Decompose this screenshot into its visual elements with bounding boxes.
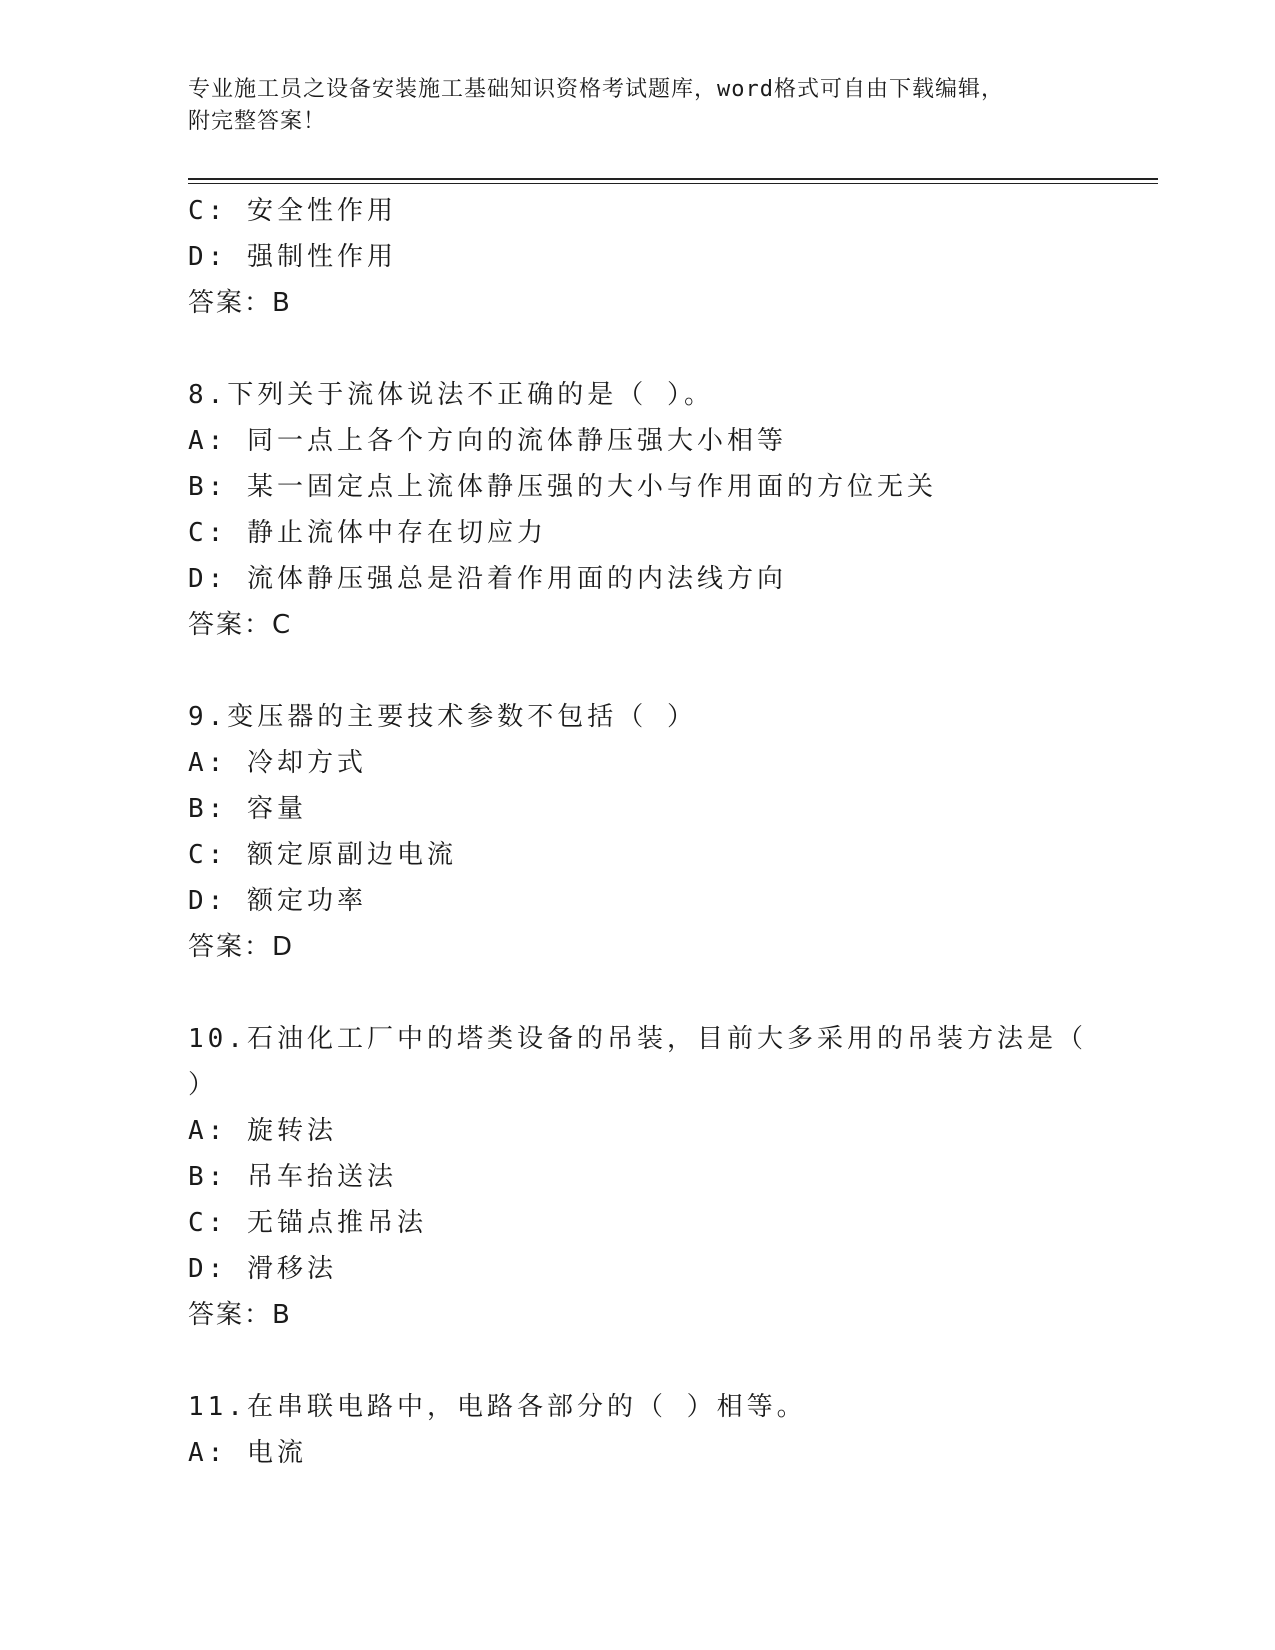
option-d: D: 流体静压强总是沿着作用面的内法线方向 <box>188 564 787 594</box>
option-c: C: 额定原副边电流 <box>188 840 457 870</box>
question-stem: 8.下列关于流体说法不正确的是（ ）。 <box>188 380 714 410</box>
spacer <box>188 970 1158 1016</box>
question-block-8 <box>188 372 1158 648</box>
question-block-7 <box>188 188 1158 326</box>
option-a: A: 电流 <box>188 1438 307 1468</box>
question-stem: 11.在串联电路中，电路各部分的（ ）相等。 <box>188 1392 807 1422</box>
question-stem: 9.变压器的主要技术参数不包括（ ） <box>188 702 697 732</box>
question-block-10 <box>188 1016 1158 1338</box>
header-divider-thin <box>188 183 1158 184</box>
option-b: B: 吊车抬送法 <box>188 1162 397 1192</box>
option-d: D: 强制性作用 <box>188 242 397 272</box>
header-line-2: 附完整答案！ <box>188 109 327 134</box>
document-header <box>188 74 1068 138</box>
question-list <box>188 188 1158 1476</box>
option-b: B: 容量 <box>188 794 307 824</box>
question-stem-line-1: 10.石油化工厂中的塔类设备的吊装，目前大多采用的吊装方法是（ <box>188 1024 1087 1054</box>
option-b: B: 某一固定点上流体静压强的大小与作用面的方位无关 <box>188 472 937 502</box>
spacer <box>188 648 1158 694</box>
option-c: C: 无锚点推吊法 <box>188 1208 427 1238</box>
option-d: D: 滑移法 <box>188 1254 337 1284</box>
spacer <box>188 1338 1158 1384</box>
question-block-9 <box>188 694 1158 970</box>
answer-line: 答案：C <box>188 610 293 640</box>
answer-line: 答案：B <box>188 288 292 318</box>
header-line-1: 专业施工员之设备安装施工基础知识资格考试题库，word格式可自由下载编辑， <box>188 77 1004 102</box>
option-c: C: 静止流体中存在切应力 <box>188 518 547 548</box>
header-divider-thick <box>188 178 1158 180</box>
option-a: A: 旋转法 <box>188 1116 337 1146</box>
spacer <box>188 326 1158 372</box>
question-stem-line-2: ） <box>188 1070 219 1100</box>
option-a: A: 同一点上各个方向的流体静压强大小相等 <box>188 426 787 456</box>
answer-line: 答案：D <box>188 932 295 962</box>
answer-line: 答案：B <box>188 1300 292 1330</box>
option-d: D: 额定功率 <box>188 886 367 916</box>
option-a: A: 冷却方式 <box>188 748 367 778</box>
option-c: C: 安全性作用 <box>188 196 397 226</box>
question-block-11 <box>188 1384 1158 1476</box>
